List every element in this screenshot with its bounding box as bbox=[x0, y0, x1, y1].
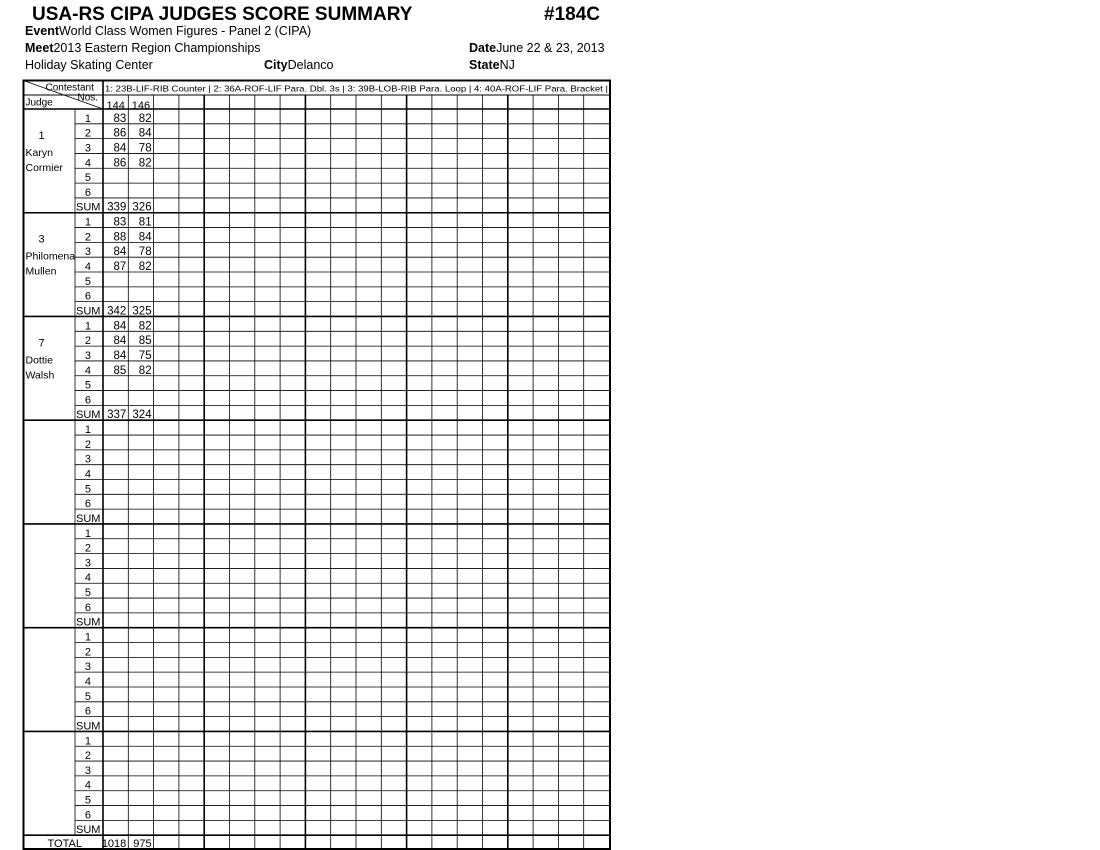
figure-row-number: 2 bbox=[84, 542, 91, 555]
figure-row-number: 3 bbox=[84, 661, 91, 674]
venue-value: Holiday Skating Center bbox=[25, 58, 153, 72]
figure-row-number: 2 bbox=[84, 127, 91, 140]
figure-row-number: 4 bbox=[84, 468, 91, 481]
judge-number: 7 bbox=[38, 337, 45, 350]
score-cell: 84 bbox=[113, 246, 127, 259]
score-cell: 78 bbox=[138, 246, 152, 259]
sum-cell: 342 bbox=[107, 305, 127, 318]
figure-row-number: 6 bbox=[84, 290, 91, 303]
figure-row-number: 1 bbox=[84, 216, 91, 229]
figure-row-number: 1 bbox=[84, 735, 91, 748]
figure-row-number: 3 bbox=[84, 557, 91, 570]
sum-cell: 337 bbox=[107, 409, 127, 422]
sum-label: SUM bbox=[76, 824, 101, 837]
score-cell: 82 bbox=[138, 157, 152, 170]
score-cell: 85 bbox=[138, 335, 152, 348]
date-label: Date bbox=[469, 41, 497, 55]
figure-row-number: 6 bbox=[84, 394, 91, 407]
figure-row-number: 2 bbox=[84, 646, 91, 659]
state-label: State bbox=[469, 58, 500, 72]
figure-row-number: 4 bbox=[84, 261, 91, 274]
date-value: June 22 & 23, 2013 bbox=[496, 41, 605, 55]
figure-row-number: 3 bbox=[84, 453, 91, 466]
score-cell: 84 bbox=[113, 349, 127, 362]
figure-row-number: 5 bbox=[84, 794, 91, 807]
score-cell: 82 bbox=[138, 112, 152, 125]
figure-row-number: 6 bbox=[84, 498, 91, 511]
score-cell: 82 bbox=[138, 261, 152, 274]
judge-number: 1 bbox=[38, 130, 45, 142]
meet-value: 2013 Eastern Region Championships bbox=[53, 41, 261, 55]
figure-row-number: 5 bbox=[84, 483, 91, 496]
score-cell: 84 bbox=[138, 231, 152, 244]
figure-row-number: 5 bbox=[84, 172, 91, 185]
figure-row-number: 5 bbox=[84, 587, 91, 600]
score-cell: 81 bbox=[138, 216, 152, 229]
city-label: City bbox=[264, 58, 288, 72]
figure-row-number: 2 bbox=[84, 335, 91, 348]
figure-row-number: 6 bbox=[84, 601, 91, 614]
figure-row-number: 5 bbox=[84, 275, 91, 288]
judge-name: Walsh bbox=[25, 369, 55, 382]
score-cell: 82 bbox=[138, 364, 152, 377]
figure-row-number: 2 bbox=[84, 750, 91, 763]
figure-row-number: 6 bbox=[84, 186, 91, 199]
figure-row-number: 1 bbox=[84, 527, 91, 540]
sum-label: SUM bbox=[76, 201, 101, 214]
score-cell: 88 bbox=[113, 231, 127, 244]
score-cell: 84 bbox=[113, 335, 127, 348]
sheet-number: #184C bbox=[544, 4, 600, 25]
score-cell: 83 bbox=[113, 112, 127, 125]
judge-name: Dottie bbox=[25, 354, 53, 367]
judge-name: Karyn bbox=[25, 147, 53, 159]
sum-label: SUM bbox=[76, 512, 101, 525]
figure-row-number: 2 bbox=[84, 438, 91, 451]
score-cell: 84 bbox=[113, 142, 127, 155]
corner-nos-label: Nos. bbox=[77, 92, 99, 104]
figure-row-number: 1 bbox=[84, 631, 91, 644]
sum-label: SUM bbox=[76, 616, 101, 629]
figure-row-number: 5 bbox=[84, 690, 91, 703]
sum-cell: 326 bbox=[132, 201, 152, 214]
figure-row-number: 4 bbox=[84, 364, 91, 377]
figure-row-number: 4 bbox=[84, 779, 91, 792]
event-value: World Class Women Figures - Panel 2 (CIPA) bbox=[59, 24, 312, 38]
sum-label: SUM bbox=[76, 409, 101, 422]
figure-row-number: 1 bbox=[84, 112, 91, 125]
figure-row-number: 3 bbox=[84, 142, 91, 155]
judge-number: 3 bbox=[38, 233, 45, 246]
sum-cell: 324 bbox=[132, 409, 152, 422]
figure-row-number: 3 bbox=[84, 246, 91, 259]
score-cell: 84 bbox=[113, 320, 127, 333]
figure-row-number: 6 bbox=[84, 809, 91, 822]
figure-row-number: 2 bbox=[84, 231, 91, 244]
sum-cell: 325 bbox=[132, 305, 152, 318]
figure-row-number: 4 bbox=[84, 157, 91, 170]
state-value: NJ bbox=[499, 58, 515, 72]
score-cell: 82 bbox=[138, 320, 152, 333]
judge-name: Mullen bbox=[25, 265, 57, 278]
figure-row-number: 1 bbox=[84, 424, 91, 437]
figure-row-number: 3 bbox=[84, 764, 91, 777]
event-label: Event bbox=[25, 24, 60, 38]
total-cell: 1018 bbox=[101, 838, 127, 850]
figure-row-number: 4 bbox=[84, 675, 91, 688]
figure-row-number: 6 bbox=[84, 705, 91, 718]
figures-header: 1: 23B-LIF-RIB Counter | 2: 36A-ROF-LIF Para. Dbl. 3s | 3: 39B-LOB-RIB Para. Loop | 4: 40A-ROF-LIF Para. Bracket | bbox=[105, 83, 608, 94]
score-cell: 84 bbox=[138, 127, 152, 140]
judge-name: Philomena bbox=[25, 250, 76, 263]
contestant-number: 146 bbox=[131, 100, 151, 112]
score-cell: 85 bbox=[113, 364, 127, 377]
score-cell: 86 bbox=[113, 157, 127, 170]
total-label: TOTAL bbox=[47, 838, 82, 850]
figure-row-number: 3 bbox=[84, 349, 91, 362]
figure-row-number: 1 bbox=[84, 320, 91, 333]
city-value: Delanco bbox=[287, 58, 334, 72]
score-cell: 86 bbox=[113, 127, 127, 140]
corner-judge-label: Judge bbox=[25, 97, 53, 109]
sum-cell: 339 bbox=[107, 201, 127, 214]
score-cell: 83 bbox=[113, 216, 127, 229]
judge-name: Cormier bbox=[25, 162, 63, 174]
sum-label: SUM bbox=[76, 305, 101, 318]
score-cell: 75 bbox=[138, 349, 152, 362]
sum-label: SUM bbox=[76, 720, 101, 733]
meet-label: Meet bbox=[25, 41, 54, 55]
score-cell: 78 bbox=[138, 142, 152, 155]
score-cell: 87 bbox=[113, 261, 127, 274]
total-cell: 975 bbox=[133, 838, 152, 850]
figure-row-number: 4 bbox=[84, 572, 91, 585]
page-title: USA-RS CIPA JUDGES SCORE SUMMARY bbox=[32, 4, 413, 25]
contestant-number: 144 bbox=[106, 100, 125, 112]
corner-contestant-label: Contestant bbox=[45, 82, 94, 94]
figure-row-number: 5 bbox=[84, 379, 91, 392]
